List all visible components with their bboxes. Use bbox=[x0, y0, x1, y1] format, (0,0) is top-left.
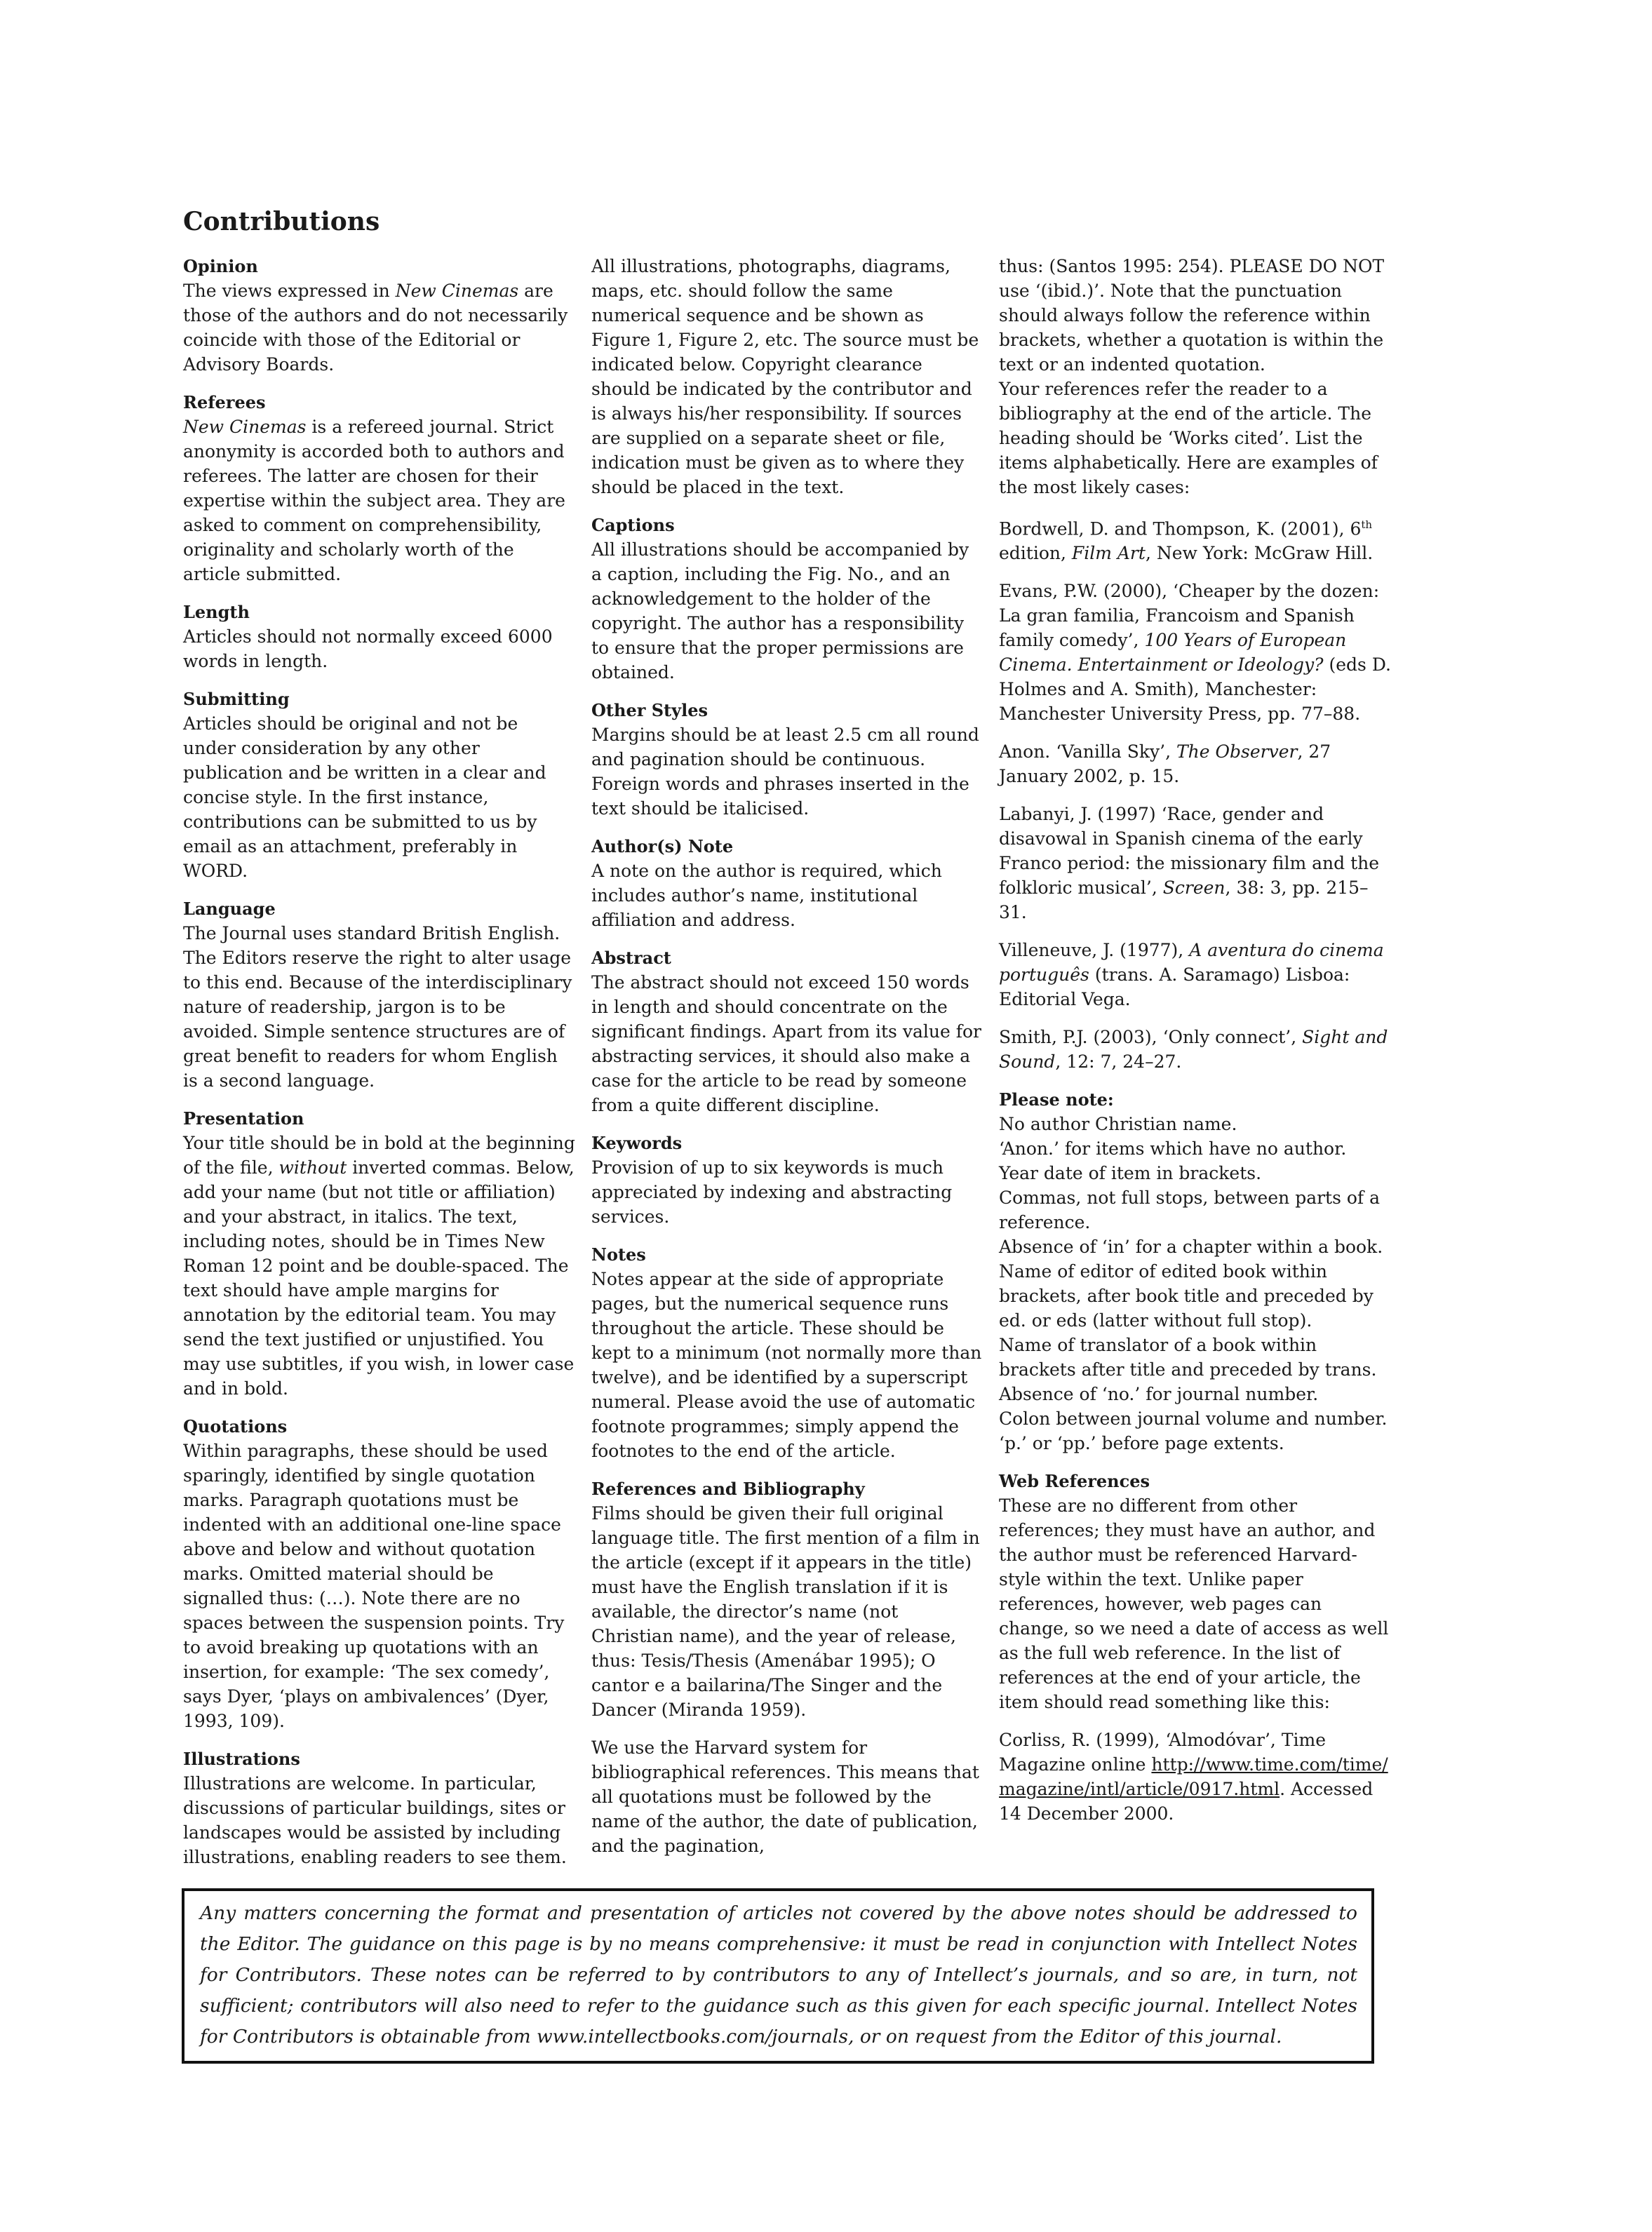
quotations-text: Within paragraphs, these should be used sparingly, identified by single quotation marks. Paragraph quotations must be indented with an additional one-line space above and below and without quotation marks. Omitted material should be signalled thus: (…). Note there are no spaces between the suspension points. Try to avoid breaking up quotations with an insertion, for example: ‘The sex comedy’, says Dyer, ‘plays on ambivalences’ (Dyer, 1993, 109). bbox=[183, 1441, 565, 1731]
language-heading: Language bbox=[183, 899, 276, 919]
please-note-item: Commas, not full stops, between parts of a reference. bbox=[999, 1188, 1381, 1233]
length-heading: Length bbox=[183, 602, 250, 622]
section-illustrations bbox=[183, 1747, 576, 1869]
reference-example-smith bbox=[999, 1025, 1392, 1074]
authors-note-text: A note on the author is required, which includes author’s name, institutional affiliation and address. bbox=[591, 861, 942, 930]
ref1-mid: edition, bbox=[999, 543, 1072, 564]
illustrations-heading: Illustrations bbox=[183, 1749, 300, 1769]
section-submitting bbox=[183, 687, 576, 883]
quotations-heading: Quotations bbox=[183, 1416, 288, 1437]
referees-text bbox=[183, 415, 576, 586]
keywords-heading: Keywords bbox=[591, 1133, 683, 1153]
section-please-note bbox=[999, 1087, 1392, 1455]
please-note-item: Name of editor of edited book within brackets, after book title and preceded by ed. or eds (latter without full stop). bbox=[999, 1261, 1374, 1331]
captions-text: All illustrations should be accompanied by a caption, including the Fig. No., and an acknowledgement to the holder of the copyright. The author has a responsibility to ensure that the proper permissions are obtained. bbox=[591, 539, 969, 683]
section-references bbox=[591, 1477, 984, 1858]
section-keywords bbox=[591, 1131, 984, 1229]
section-other-styles bbox=[591, 698, 984, 821]
please-note-item: No author Christian name. bbox=[999, 1114, 1237, 1135]
web-references-heading: Web References bbox=[999, 1471, 1150, 1492]
authors-note-heading: Author(s) Note bbox=[591, 836, 734, 856]
references-continued-text-1: thus: (Santos 1995: 254). PLEASE DO NOT use ‘(ibid.)’. Note that the punctuation should always follow the reference within brackets, whether a quotation is within the text or an indented quotation. bbox=[999, 256, 1385, 375]
opinion-text-pre: The views expressed in bbox=[183, 281, 396, 301]
notes-text: Notes appear at the side of appropriate pages, but the numerical sequence runs throughout the article. These should be kept to a minimum (not normally more than twelve), and be identified by a superscript numeral. Please avoid the use of automatic footnote programmes; simply append the footnotes to the end of the article. bbox=[591, 1269, 982, 1461]
references-continued-text-2: Your references refer the reader to a bibliography at the end of the article. The heading should be ‘Works cited’. List the items alphabetically. Here are examples of the most likely cases: bbox=[999, 379, 1378, 497]
reference-example-corliss bbox=[999, 1728, 1392, 1826]
reference-example-villeneuve bbox=[999, 938, 1392, 1011]
section-authors-note bbox=[591, 834, 984, 932]
notes-heading: Notes bbox=[591, 1244, 646, 1265]
please-note-item: Colon between journal volume and number. bbox=[999, 1409, 1388, 1430]
presentation-text-post: inverted commas. Below, add your name (but not title or affiliation) and your abstract, in italics. The text, including notes, should be in Times New Roman 12 point and be double-spaced. The text should have ample margins for annotation by the editorial team. You may send the text justified or unjustified. You may use subtitles, if you wish, in lower case and in bold. bbox=[183, 1157, 575, 1399]
ref1-title: Film Art bbox=[1071, 543, 1146, 564]
presentation-emphasis: without bbox=[278, 1157, 347, 1178]
section-language bbox=[183, 896, 576, 1093]
section-illustrations-continued bbox=[591, 254, 984, 499]
section-referees bbox=[183, 390, 576, 586]
please-note-item: Absence of ‘no.’ for journal number. bbox=[999, 1384, 1319, 1405]
language-text: The Journal uses standard British English. The Editors reserve the right to alter usage to this end. Because of the interdisciplinary nature of readership, jargon is to be avoided. Simple sentence structures are of great benefit to readers for whom English is a second language. bbox=[183, 923, 572, 1091]
ref1-post: , New York: McGraw Hill. bbox=[1145, 543, 1374, 564]
ref1-pre: Bordwell, D. and Thompson, K. (2001), 6 bbox=[999, 518, 1362, 539]
please-note-list bbox=[999, 1112, 1392, 1455]
opinion-text bbox=[183, 278, 576, 377]
keywords-text: Provision of up to six keywords is much appreciated by indexing and abstracting services. bbox=[591, 1157, 953, 1227]
time-magazine-link[interactable]: http://www.time.com/time/magazine/intl/article/0917.html bbox=[999, 1754, 1388, 1800]
reference-example-anon bbox=[999, 739, 1392, 788]
please-note-item: Year date of item in brackets. bbox=[999, 1163, 1262, 1184]
ref2-pre: Evans, P.W. (2000), ‘Cheaper by the dozen: La gran familia, Francoism and Spanish family comedy’, bbox=[999, 581, 1380, 651]
referees-text-post: is a refereed journal. Strict anonymity is accorded both to authors and referees. The latter are chosen for their expertise within the subject area. They are asked to comment on comprehensibility, originality and scholarly worth of the article submitted. bbox=[183, 417, 565, 584]
column-1 bbox=[183, 254, 576, 1883]
section-length bbox=[183, 600, 576, 673]
reference-example-labanyi bbox=[999, 802, 1392, 925]
submitting-text: Articles should be original and not be under consideration by any other publication and be written in a clear and concise style. In the first instance, contributions can be submitted to us by email as an attachment, preferably in WORD. bbox=[183, 713, 546, 881]
ref5-post: (trans. A. Saramago) Lisboa: Editorial Vega. bbox=[999, 964, 1350, 1010]
captions-heading: Captions bbox=[591, 515, 675, 535]
ref3-title: The Observer bbox=[1176, 741, 1298, 762]
ref4-post: , 38: 3, pp. 215–31. bbox=[999, 878, 1369, 923]
referees-journal-name: New Cinemas bbox=[183, 417, 307, 437]
corliss-post: . Accessed 14 December 2000. bbox=[999, 1779, 1374, 1824]
corliss-pre: Corliss, R. (1999), ‘Almodóvar’, Time Magazine online bbox=[999, 1730, 1326, 1775]
references-heading: References and Bibliography bbox=[591, 1479, 865, 1499]
ref4-pre: Labanyi, J. (1997) ‘Race, gender and disavowal in Spanish cinema of the early Franco period: the missionary film and the folkloric musical’, bbox=[999, 804, 1380, 899]
length-text: Articles should not normally exceed 6000 words in length. bbox=[183, 626, 553, 671]
ref6-pre: Smith, P.J. (2003), ‘Only connect’, bbox=[999, 1027, 1303, 1048]
section-captions bbox=[591, 513, 984, 685]
please-note-item: ‘p.’ or ‘pp.’ before page extents. bbox=[999, 1433, 1284, 1454]
opinion-heading: Opinion bbox=[183, 256, 258, 276]
section-quotations bbox=[183, 1414, 576, 1733]
ref2-title: 100 Years of European Cinema. Entertainment or Ideology? bbox=[999, 630, 1347, 675]
column-3 bbox=[999, 254, 1392, 1839]
section-opinion bbox=[183, 254, 576, 377]
web-references-text: These are no different from other references; they must have an author, and the author must be referenced Harvard-style within the text. Unlike paper references, however, web pages can change, so we need a date of access as well as the full web reference. In the list of references at the end of your article, the item should read something like this: bbox=[999, 1495, 1389, 1713]
ref1-sup: th bbox=[1361, 518, 1373, 531]
opinion-text-post: are those of the authors and do not necessarily coincide with those of the Editorial or Advisory Boards. bbox=[183, 281, 568, 375]
please-note-heading: Please note: bbox=[999, 1089, 1114, 1110]
ref5-pre: Villeneuve, J. (1977), bbox=[999, 940, 1190, 961]
ref3-pre: Anon. ‘Vanilla Sky’, bbox=[999, 741, 1176, 762]
ref6-title: Sight and Sound bbox=[999, 1027, 1388, 1073]
other-styles-heading: Other Styles bbox=[591, 700, 708, 720]
section-presentation bbox=[183, 1106, 576, 1401]
section-notes bbox=[591, 1242, 984, 1463]
please-note-item: Name of translator of a book within brackets after title and preceded by trans. bbox=[999, 1335, 1377, 1380]
referees-heading: Referees bbox=[183, 392, 266, 412]
section-web-references bbox=[999, 1469, 1392, 1714]
please-note-item: ‘Anon.’ for items which have no author. bbox=[999, 1138, 1347, 1159]
reference-example-evans bbox=[999, 579, 1392, 726]
other-styles-text: Margins should be at least 2.5 cm all round and pagination should be continuous. Foreign words and phrases inserted in the text should be italicised. bbox=[591, 725, 979, 819]
section-references-continued bbox=[999, 254, 1392, 499]
editor-note-box: Any matters concerning the format and presentation of articles not covered by the above notes should be addressed to the Editor. The guidance on this page is by no means comprehensive: it must be read in conjunction with Intellect Notes for Contributors. These notes can be referred to by contributors to any of Intellect’s journals, and so are, in turn, not sufficient; contributors will also need to refer to the guidance such as this given for each specific journal. Intellect Notes for Contributors is obtainable from www.intellectbooks.com/journals, or on request from the Editor of this journal. bbox=[182, 1888, 1374, 2064]
illustrations-continued-text: All illustrations, photographs, diagrams, maps, etc. should follow the same numerical sequence and be shown as Figure 1, Figure 2, etc. The source must be indicated below. Copyright clearance should be indicated by the contributor and is always his/her responsibility. If sources are supplied on a separate sheet or file, indication must be given as to where they should be placed in the text. bbox=[591, 256, 979, 497]
ref3-post: , 27 January 2002, p. 15. bbox=[999, 741, 1331, 787]
presentation-heading: Presentation bbox=[183, 1108, 304, 1129]
submitting-heading: Submitting bbox=[183, 689, 290, 709]
reference-example-bordwell bbox=[999, 513, 1392, 565]
page-title: Contributions bbox=[183, 207, 380, 236]
ref6-post: , 12: 7, 24–27. bbox=[1055, 1051, 1182, 1073]
presentation-text-pre: Your title should be in bold at the beginning of the file, bbox=[183, 1133, 575, 1178]
ref5-title: A aventura do cinema português bbox=[999, 940, 1384, 986]
ref2-post: (eds D. Holmes and A. Smith), Manchester: Manchester University Press, pp. 77–88. bbox=[999, 654, 1391, 725]
ref4-title: Screen bbox=[1162, 878, 1225, 899]
abstract-text: The abstract should not exceed 150 words in length and should concentrate on the significant findings. Apart from its value for abstracting services, it should also make a case for the article to be read by someone from a quite different discipline. bbox=[591, 972, 981, 1115]
please-note-item: Absence of ‘in’ for a chapter within a book. bbox=[999, 1237, 1383, 1258]
references-text: Films should be given their full original language title. The first mention of a film in the article (except if it appears in the title) must have the English translation if it is available, the director’s name (not Christian name), and the year of release, thus: Tesis/Thesis (Amenábar 1995); O cantor e a bailarina/The Singer and the Dancer (Miranda 1959). bbox=[591, 1503, 980, 1720]
harvard-system-text: We use the Harvard system for bibliographical references. This means that all quotations must be followed by the name of the author, the date of publication, and the pagination, bbox=[591, 1737, 979, 1856]
abstract-heading: Abstract bbox=[591, 948, 671, 968]
section-abstract bbox=[591, 946, 984, 1117]
illustrations-text: Illustrations are welcome. In particular, discussions of particular buildings, sites or landscapes would be assisted by including illustrations, enabling readers to see them. bbox=[183, 1773, 567, 1867]
presentation-text bbox=[183, 1131, 576, 1401]
opinion-journal-name: New Cinemas bbox=[395, 281, 519, 301]
column-2 bbox=[591, 254, 984, 1871]
